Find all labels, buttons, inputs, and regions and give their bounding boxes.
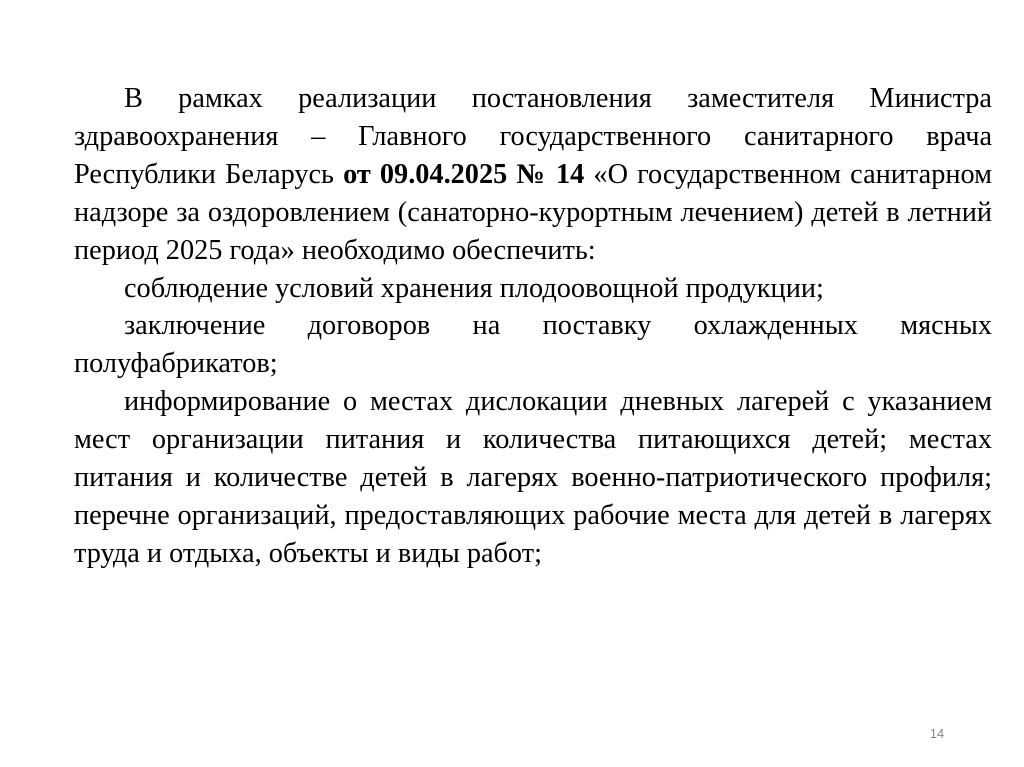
list-item-informing: информирование о местах дислокации дневных лагерей с указанием мест организации питания и количества питающихся детей; местах питания и количестве детей в лагерях военно-патриотического профиля; перечне организаций, предоставляющих рабочие места для детей в лагерях труда и отдыха, объекты и виды работ; <box>74 386 992 569</box>
page-number: 14 <box>929 726 945 741</box>
list-item-storage: соблюдение условий хранения плодоовощной продукции; <box>124 272 824 304</box>
intro-text-continued: «О государственном санитарном надзоре за оздоровлением (санаторно-курортным лечением) детей в летний период 2025 года» необходимо обеспечить: <box>74 158 992 266</box>
body-text <box>74 80 992 573</box>
intro-paragraph <box>74 80 992 270</box>
list-item-contracts: заключение договоров на поставку охлажденных мясных полуфабрикатов; <box>74 310 992 380</box>
resolution-reference: от 09.04.2025 № 14 <box>343 158 585 190</box>
intro-text: В рамках реализации постановления заместителя Министра здравоохранения – Главного государственного санитарного врача Республики Беларусь <box>74 83 992 190</box>
